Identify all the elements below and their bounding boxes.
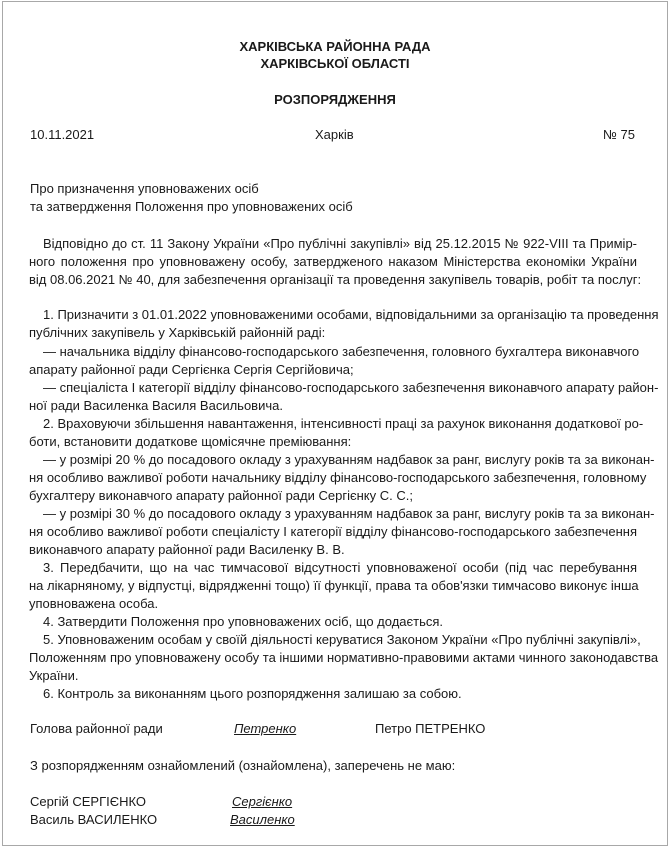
signatory-name: Петро ПЕТРЕНКО	[375, 721, 486, 736]
organization-region: ХАРКІВСЬКОЇ ОБЛАСТІ	[260, 56, 410, 71]
body-line: ня особливо важливої роботи спеціалісту І категорії відділу фінансово-господарського забезпечення	[29, 524, 637, 539]
body-line: боти, встановити додаткове щомісячне преміювання:	[29, 434, 352, 449]
document-page	[2, 1, 668, 846]
body-line: публічних закупівель у Харківській районній раді:	[29, 325, 326, 340]
acquainted-signature: Сергієнко	[232, 794, 293, 809]
body-line: бухгалтеру виконавчого апарату районної ради Сергієнку С. С.;	[29, 488, 413, 503]
body-line: — у розмірі 20 % до посадового окладу з урахуванням надбавок за ранг, вислугу років та за виконан-	[43, 452, 655, 467]
acquainted-name: Сергій СЕРГІЄНКО	[30, 794, 147, 809]
body-line: Відповідно до ст. 11 Закону України «Про публічні закупівлі» від 25.12.2015 № 922-VIII та Примір-	[43, 236, 637, 251]
acquainted-signature: Василенко	[230, 812, 295, 827]
document-city: Харків	[315, 127, 354, 142]
body-line: ної ради Василенка Василя Васильовича.	[29, 398, 283, 413]
body-line: 6. Контроль за виконанням цього розпорядження залишаю за собою.	[43, 686, 462, 701]
subject-line: та затвердження Положення про уповноважених осіб	[30, 199, 353, 214]
signatory-position: Голова районної ради	[30, 721, 163, 736]
body-line: від 08.06.2021 № 40, для забезпечення організації та проведення закупівель товарів, робіт та послуг:	[29, 272, 642, 287]
body-line: 1. Призначити з 01.01.2022 уповноваженими особами, відповідальними за організацію та проведення	[43, 307, 659, 322]
body-line: ного положення про уповноважену особу, затвердженого наказом Міністерства економіки України	[29, 254, 637, 269]
body-line: — у розмірі 30 % до посадового окладу з урахуванням надбавок за ранг, вислугу років та за виконан-	[43, 506, 655, 521]
body-line: — спеціаліста І категорії відділу фінансово-господарського забезпечення виконавчого апарату район-	[43, 380, 659, 395]
body-line: України.	[29, 668, 79, 683]
document-number: № 75	[602, 127, 635, 142]
acquainted-name: Василь ВАСИЛЕНКО	[30, 812, 158, 827]
acknowledgement-text: З розпорядженням ознайомлений (ознайомлена), заперечень не маю:	[30, 758, 456, 773]
body-line: 2. Враховуючи збільшення навантаження, інтенсивності праці за рахунок виконання додаткової ро-	[43, 416, 644, 431]
body-line: ня особливо важливої роботи начальнику відділу фінансово-господарського забезпечення, головному	[29, 470, 647, 485]
body-line: апарату районної ради Сергієнка Сергія Сергійовича;	[29, 362, 354, 377]
body-line: 5. Уповноваженим особам у своїй діяльності керуватися Законом України «Про публічні закупівлі»,	[43, 632, 641, 647]
body-line: 3. Передбачити, що на час тимчасової відсутності уповноваженої особи (під час перебування	[43, 560, 637, 575]
body-line: Положенням про уповноважену особу та іншими нормативно-правовими актами чинного законодавства	[29, 650, 659, 665]
body-line: на лікарняному, у відпустці, відрядженні тощо) її функції, права та обов'язки тимчасово виконує інша	[29, 578, 639, 593]
body-line: виконавчого апарату районної ради Василенку В. В.	[29, 542, 345, 557]
body-line: уповноважена особа.	[29, 596, 159, 611]
organization-title: ХАРКІВСЬКА РАЙОННА РАДА	[239, 39, 431, 54]
body-line: 4. Затвердити Положення про уповноважених осіб, що додається.	[43, 614, 444, 629]
signature-handwritten: Петренко	[234, 721, 297, 736]
document-date: 10.11.2021	[30, 127, 95, 142]
document-type: РОЗПОРЯДЖЕННЯ	[274, 92, 396, 107]
subject-line: Про призначення уповноважених осіб	[30, 181, 259, 196]
body-line: — начальника відділу фінансово-господарського забезпечення, головного бухгалтера виконавчого	[43, 344, 640, 359]
